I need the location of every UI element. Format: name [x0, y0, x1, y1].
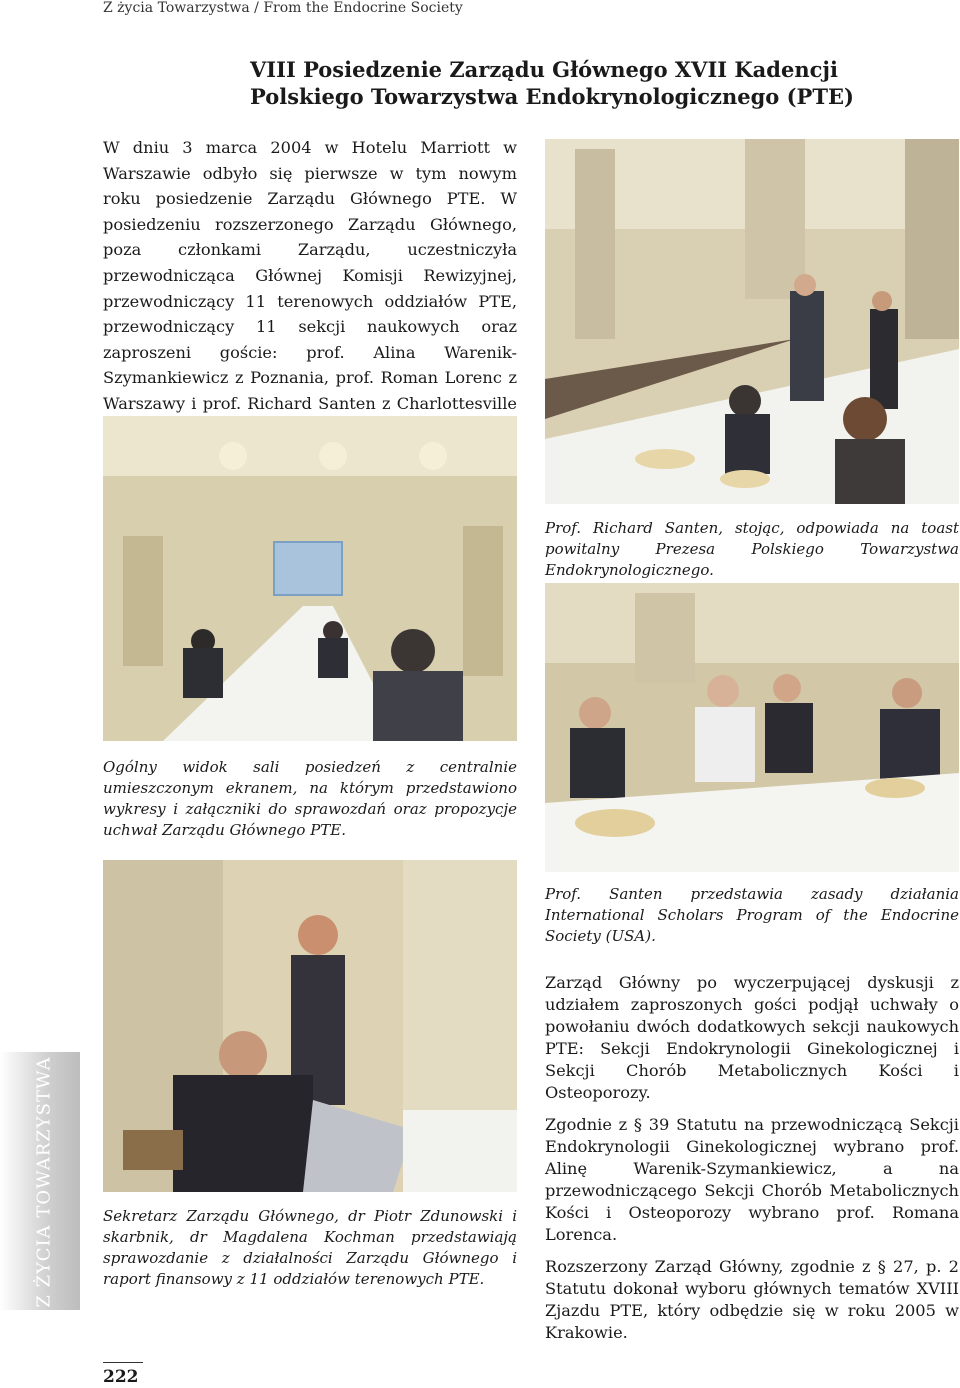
- body-paragraph-1: Zarząd Główny po wyczerpującej dyskusji z udziałem zaproszonych gości podjął uchwały o powołaniu dwóch dodatkowych sekcji naukowych PTE: Sekcji Endokrynologii Ginekologicznej i Sekcji Chorób Metabolicznych Kości i Osteoporozy.: [545, 973, 959, 1102]
- page-number: 222: [103, 1367, 139, 1387]
- section-sidebar-label: Z ŻYCIA TOWARZYSTWA: [33, 1056, 55, 1308]
- body-paragraph-3: Rozszerzony Zarząd Główny, zgodnie z § 27, p. 2 Statutu dokonał wyboru głównych tematów XVIII Zjazdu PTE, który odbędzie się w roku 2005 w Krakowie.: [545, 1257, 959, 1342]
- section-sidebar-tab: [0, 1052, 80, 1310]
- photo-santen-presenting: [545, 583, 959, 872]
- photo-santen-standing: [545, 139, 959, 504]
- body-text-column: [545, 972, 959, 1354]
- article-title: [250, 56, 854, 110]
- intro-paragraph: W dniu 3 marca 2004 w Hotelu Marriott w Warszawie odbyło się pierwsze w tym nowym roku posiedzenie Zarządu Głównego PTE. W posiedzeniu rozszerzonego Zarządu Głównego, poza członkami Zarządu, uczestniczyła przewodnicząca Głównej Komisji Rewizyjnej, przewodniczący 11 terenowych oddziałów PTE, przewodniczący 11 sekcji naukowych oraz zaproszeni goście: prof. Alina Warenik-Szymankiewicz z Poznania, prof. Roman Lorenc z Warszawy i prof. Richard Santen z Charlottesville: [103, 138, 517, 413]
- page-number-rule: [103, 1362, 143, 1363]
- caption-photo-1: Prof. Richard Santen, stojąc, odpowiada na toast powitalny Prezesa Polskiego Towarzystwa Endokrynologicznego.: [545, 519, 959, 579]
- photo-conference-room: [103, 416, 517, 741]
- caption-photo-3: Prof. Santen przedstawia zasady działania International Scholars Program of the Endocrine Society (USA).: [545, 885, 959, 945]
- caption-photo-2: Ogólny widok sali posiedzeń z centralnie umieszczonym ekranem, na którym przedstawiono wykresy i załączniki do sprawozdań oraz propozycje uchwał Zarządu Głównego PTE.: [103, 758, 517, 839]
- body-paragraph-2: Zgodnie z § 39 Statutu na przewodniczącą Sekcji Endokrynologii Ginekologicznej wybrano prof. Alinę Warenik-Szymankiewicz, a na przewodniczącego Sekcji Chorób Metabolicznych Kości i Osteoporozy wybrano prof. Romana Lorenca.: [545, 1115, 959, 1244]
- running-header: Z życia Towarzystwa / From the Endocrine Society: [103, 0, 463, 16]
- article-title-line-2: Polskiego Towarzystwa Endokrynologicznego (PTE): [250, 84, 854, 109]
- article-title-line-1: VIII Posiedzenie Zarządu Głównego XVII Kadencji: [250, 57, 838, 82]
- photo-secretary-treasurer: [103, 860, 517, 1192]
- caption-photo-4: Sekretarz Zarządu Głównego, dr Piotr Zdunowski i skarbnik, dr Magdalena Kochman przedstawiają sprawozdanie z działalności Zarządu Głównego i raport finansowy z 11 oddziałów terenowych PTE.: [103, 1207, 517, 1288]
